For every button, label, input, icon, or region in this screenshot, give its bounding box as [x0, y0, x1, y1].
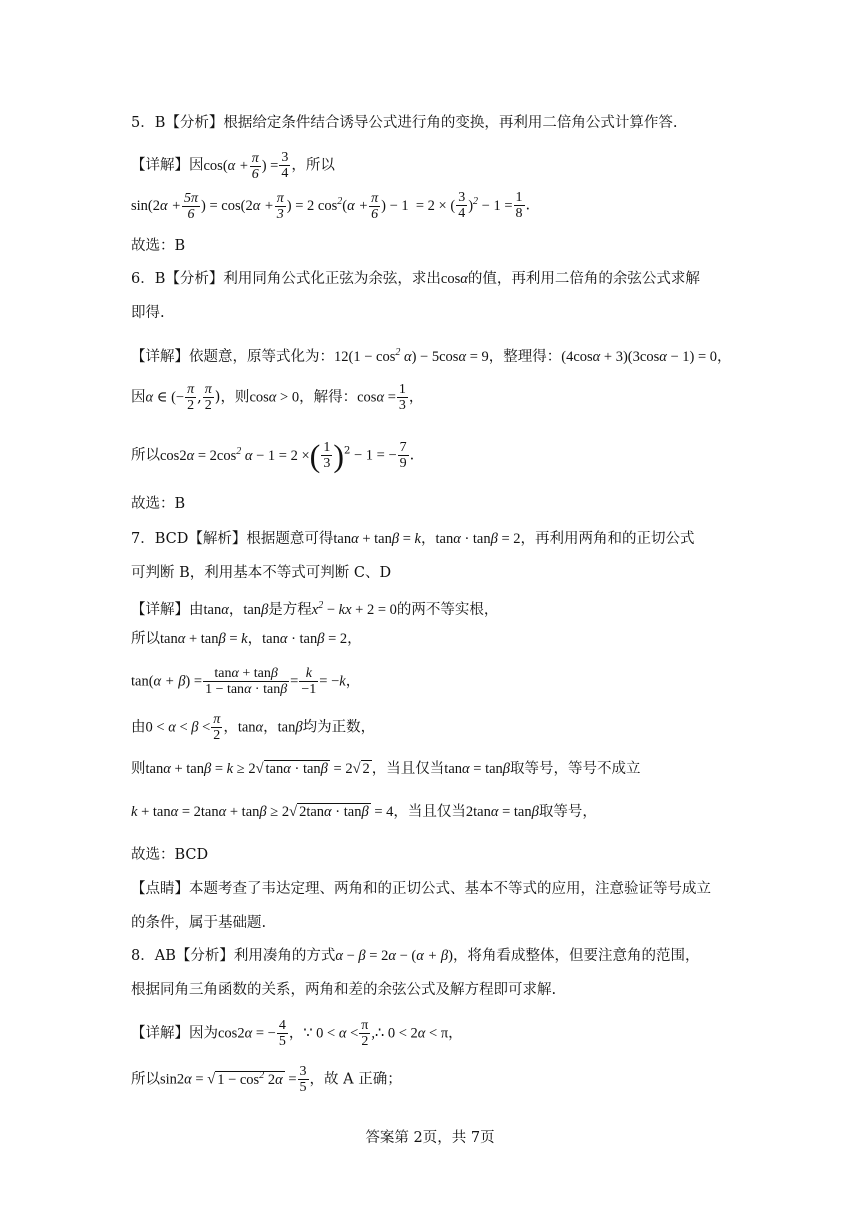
- q7-comment-cont: 的条件，属于基础题.: [131, 915, 267, 931]
- q6-range: 因α ∈ (− $\frac{\pi}{2}$ , $\frac{\pi}{2}$ )，则cosα > 0，解得：cosα = $\frac{1}{3}$ ，: [131, 382, 424, 413]
- q7-ineq2: k + tanα = 2tanα + tanβ ≥ 2√ 2tanα · tanβ = 4，当且仅当2tanα = tanβ取等号，: [131, 804, 597, 820]
- q7-heading-cont: 可判断 B，利用基本不等式可判断 C、D: [131, 565, 392, 581]
- q6-answer: 故选：B: [131, 496, 186, 512]
- q8-sin: 所以sin2α = √ $1 - \cos^2 2\alpha$ = $\frac{3}{5}$ ，故 A 正确；: [131, 1064, 402, 1095]
- q5-detail: 【详解】因cos(α + $\frac{\pi}{6}$ ) = $\frac{3}{4}$ ，所以: [131, 150, 335, 182]
- q7-ineq1: 则tanα + tanβ = k ≥ 2√ tanα · tanβ = 2√ 2 ，当且仅当tanα = tanβ取等号，等号不成立: [131, 761, 641, 777]
- q6-heading: 6．B【分析】利用同角公式化正弦为余弦，求出cosα的值，再利用二倍角的余弦公式求解: [131, 271, 700, 287]
- q5-formula: sin(2α + $\frac{5\pi}{6}$ ) = cos(2α + $\frac{\pi}{3}$ ) = 2 $\cos^2(\alpha$ + $\frac{\pi}{6}$ ) − 1 = 2 × ( $\frac{3}{4}$ )$^2$ − 1 = $\frac{1}{8}$ .: [131, 190, 531, 222]
- q7-range: 由0 < α < β < $\frac{\pi}{2}$ ，tanα，tanβ均为正数，: [131, 712, 376, 743]
- page-footer: 答案第 2页，共 7页: [365, 1130, 495, 1146]
- q8-heading: 8．AB【分析】利用凑角的方式α − β = 2α − (α + β)，将角看成整体，但要注意角的范围，: [131, 948, 700, 964]
- q6-heading-cont: 即得.: [131, 305, 165, 321]
- q5-heading: 5．B【分析】根据给定条件结合诱导公式进行角的变换，再利用二倍角公式计算作答.: [131, 115, 678, 131]
- q8-heading-cont: 根据同角三角函数的关系，两角和差的余弦公式及解方程即可求解.: [131, 982, 557, 998]
- q7-heading: 7．BCD【解析】根据题意可得tanα + tanβ = k，tanα · tanβ = 2，再利用两角和的正切公式: [131, 531, 695, 547]
- q6-result: 所以$\cos 2\alpha = 2\cos^2$ α − 1 = 2 ×( $\frac{1}{3}$ )$^2$ − 1 = − $\frac{7}{9}$ .: [131, 437, 415, 474]
- q8-detail: 【详解】因为cos2α = − $\frac{4}{5}$ ，∵ 0 < α < $\frac{\pi}{2}$ ,∴ 0 < 2α < π，: [131, 1018, 463, 1049]
- q7-answer: 故选：BCD: [131, 847, 209, 863]
- q7-detail: 【详解】由tanα，tanβ是方程$x^2$ − kx + 2 = 0的两不等实根，: [131, 600, 499, 618]
- q7-comment: 【点睛】本题考查了韦达定理、两角和的正切公式、基本不等式的应用，注意验证等号成立: [131, 881, 711, 897]
- q7-tan-sum: tan(α + β) = $\frac{\tan\alpha + \tan\beta}{1 - \tan\alpha \cdot \tan\beta}$ = $\frac{k}{-1}$ = −k，: [131, 666, 361, 697]
- q5-answer: 故选：B: [131, 238, 186, 254]
- q7-vieta: 所以tanα + tanβ = k，tanα · tanβ = 2，: [131, 631, 362, 647]
- q6-detail: 【详解】依题意，原等式化为：$12(1 - \cos^2 \alpha) - 5\cos\alpha = 9$，整理得：(4cosα + 3)(3cosα − 1) = 0，: [131, 347, 732, 365]
